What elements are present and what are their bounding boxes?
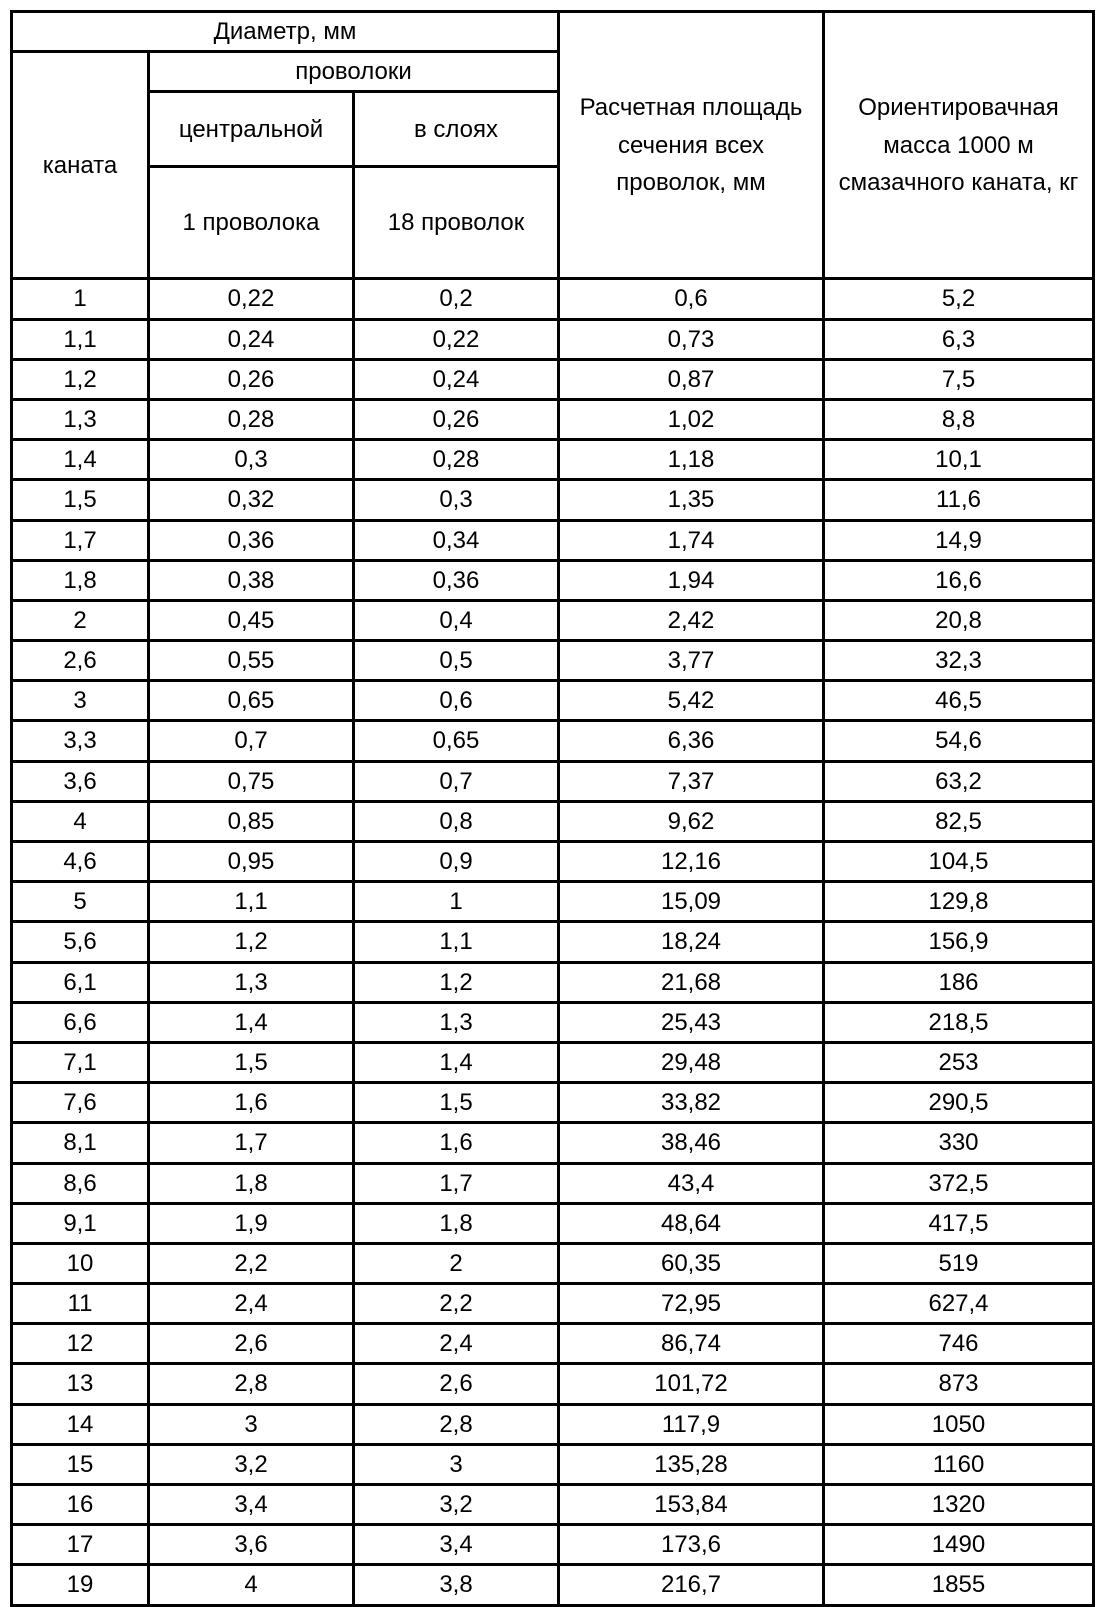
- table-cell: 253: [824, 1042, 1094, 1082]
- table-row: [12, 761, 1094, 801]
- table-body: [12, 279, 1094, 1605]
- table-cell: 1,1: [149, 882, 354, 922]
- table-row: [12, 480, 1094, 520]
- table-cell: 1,7: [12, 520, 149, 560]
- table-cell: 4,6: [12, 842, 149, 882]
- table-cell: 8,1: [12, 1123, 149, 1163]
- table-cell: 746: [824, 1324, 1094, 1364]
- table-cell: 2,4: [149, 1284, 354, 1324]
- table-cell: 1,6: [354, 1123, 559, 1163]
- table-cell: 1,8: [354, 1203, 559, 1243]
- table-cell: 372,5: [824, 1163, 1094, 1203]
- table-cell: 3,8: [354, 1565, 559, 1605]
- table-cell: 7,1: [12, 1042, 149, 1082]
- table-cell: 10: [12, 1243, 149, 1283]
- table-cell: 15,09: [559, 882, 824, 922]
- wire-rope-table: [10, 10, 1095, 1607]
- table-cell: 10,1: [824, 440, 1094, 480]
- table-cell: 2,6: [354, 1364, 559, 1404]
- table-cell: 1: [12, 279, 149, 319]
- table-cell: 1320: [824, 1485, 1094, 1525]
- table-cell: 2,6: [12, 641, 149, 681]
- table-cell: 3: [12, 681, 149, 721]
- table-cell: 0,7: [149, 721, 354, 761]
- table-row: [12, 801, 1094, 841]
- table-cell: 0,6: [354, 681, 559, 721]
- table-cell: 2,4: [354, 1324, 559, 1364]
- table-row: [12, 600, 1094, 640]
- table-cell: 9,62: [559, 801, 824, 841]
- table-row: [12, 1525, 1094, 1565]
- table-cell: 417,5: [824, 1203, 1094, 1243]
- table-cell: 0,55: [149, 641, 354, 681]
- table-cell: 0,45: [149, 600, 354, 640]
- table-cell: 2: [354, 1243, 559, 1283]
- table-row: [12, 1163, 1094, 1203]
- table-row: [12, 1243, 1094, 1283]
- table-cell: 1,5: [149, 1042, 354, 1082]
- table-cell: 20,8: [824, 600, 1094, 640]
- header-diameter-group: Диаметр, мм: [12, 12, 559, 52]
- table-cell: 173,6: [559, 1525, 824, 1565]
- header-approx-mass: Ориентировачная масса 1000 м смазачного каната, кг: [824, 12, 1094, 279]
- header-central-wire: центральной: [149, 92, 354, 167]
- table-cell: 1,3: [149, 962, 354, 1002]
- table-cell: 5,2: [824, 279, 1094, 319]
- table-cell: 16: [12, 1485, 149, 1525]
- table-cell: 0,22: [354, 319, 559, 359]
- table-cell: 72,95: [559, 1284, 824, 1324]
- header-in-layers: в слоях: [354, 92, 559, 167]
- table-cell: 6,6: [12, 1002, 149, 1042]
- table-cell: 0,36: [149, 520, 354, 560]
- table-cell: 1,74: [559, 520, 824, 560]
- table-cell: 8,8: [824, 399, 1094, 439]
- table-row: [12, 1083, 1094, 1123]
- table-cell: 627,4: [824, 1284, 1094, 1324]
- table-cell: 1,3: [12, 399, 149, 439]
- table-cell: 5,6: [12, 922, 149, 962]
- table-cell: 0,2: [354, 279, 559, 319]
- table-cell: 9,1: [12, 1203, 149, 1243]
- table-cell: 2,42: [559, 600, 824, 640]
- table-row: [12, 520, 1094, 560]
- table-cell: 218,5: [824, 1002, 1094, 1042]
- table-cell: 2,2: [354, 1284, 559, 1324]
- table-cell: 1,8: [149, 1163, 354, 1203]
- table-cell: 0,73: [559, 319, 824, 359]
- table-cell: 29,48: [559, 1042, 824, 1082]
- table-cell: 25,43: [559, 1002, 824, 1042]
- table-row: [12, 1404, 1094, 1444]
- table-cell: 1,8: [12, 560, 149, 600]
- table-cell: 129,8: [824, 882, 1094, 922]
- table-cell: 0,36: [354, 560, 559, 600]
- table-cell: 0,7: [354, 761, 559, 801]
- table-row: [12, 1203, 1094, 1243]
- table-row: [12, 1042, 1094, 1082]
- table-cell: 33,82: [559, 1083, 824, 1123]
- table-cell: 86,74: [559, 1324, 824, 1364]
- table-cell: 1160: [824, 1444, 1094, 1484]
- table-cell: 0,24: [149, 319, 354, 359]
- table-cell: 330: [824, 1123, 1094, 1163]
- table-row: [12, 922, 1094, 962]
- table-cell: 0,95: [149, 842, 354, 882]
- table-cell: 3,4: [149, 1485, 354, 1525]
- table-cell: 1050: [824, 1404, 1094, 1444]
- table-cell: 1,6: [149, 1083, 354, 1123]
- table-row: [12, 962, 1094, 1002]
- table-cell: 290,5: [824, 1083, 1094, 1123]
- table-row: [12, 359, 1094, 399]
- table-cell: 54,6: [824, 721, 1094, 761]
- table-row: [12, 1485, 1094, 1525]
- table-cell: 1,18: [559, 440, 824, 480]
- table-cell: 1,3: [354, 1002, 559, 1042]
- table-cell: 46,5: [824, 681, 1094, 721]
- table-row: [12, 319, 1094, 359]
- table-cell: 1490: [824, 1525, 1094, 1565]
- table-cell: 11: [12, 1284, 149, 1324]
- table-cell: 1,4: [12, 440, 149, 480]
- table-row: [12, 399, 1094, 439]
- table-cell: 153,84: [559, 1485, 824, 1525]
- table-cell: 7,37: [559, 761, 824, 801]
- table-cell: 117,9: [559, 1404, 824, 1444]
- table-cell: 1,5: [354, 1083, 559, 1123]
- table-row: [12, 842, 1094, 882]
- table-cell: 15: [12, 1444, 149, 1484]
- header-rope-column: каната: [12, 52, 149, 279]
- table-cell: 1855: [824, 1565, 1094, 1605]
- table-cell: 0,26: [149, 359, 354, 399]
- table-row: [12, 1324, 1094, 1364]
- header-wires-group: проволоки: [149, 52, 559, 92]
- table-cell: 2,8: [354, 1404, 559, 1444]
- table-cell: 14,9: [824, 520, 1094, 560]
- table-cell: 0,75: [149, 761, 354, 801]
- table-cell: 0,85: [149, 801, 354, 841]
- table-cell: 1,5: [12, 480, 149, 520]
- table-row: [12, 279, 1094, 319]
- table-cell: 0,5: [354, 641, 559, 681]
- table-cell: 12: [12, 1324, 149, 1364]
- table-cell: 0,22: [149, 279, 354, 319]
- table-cell: 7,5: [824, 359, 1094, 399]
- table-cell: 186: [824, 962, 1094, 1002]
- table-cell: 2: [12, 600, 149, 640]
- table-cell: 2,2: [149, 1243, 354, 1283]
- table-cell: 60,35: [559, 1243, 824, 1283]
- table-cell: 14: [12, 1404, 149, 1444]
- table-row: [12, 1002, 1094, 1042]
- table-cell: 17: [12, 1525, 149, 1565]
- table-cell: 0,8: [354, 801, 559, 841]
- table-cell: 3: [149, 1404, 354, 1444]
- table-cell: 0,28: [149, 399, 354, 439]
- table-cell: 82,5: [824, 801, 1094, 841]
- table-cell: 5,42: [559, 681, 824, 721]
- table-cell: 6,1: [12, 962, 149, 1002]
- table-cell: 1,4: [354, 1042, 559, 1082]
- table-cell: 873: [824, 1364, 1094, 1404]
- table-cell: 0,87: [559, 359, 824, 399]
- header-eighteen-wires: 18 проволок: [354, 167, 559, 279]
- table-row: [12, 882, 1094, 922]
- table-cell: 6,36: [559, 721, 824, 761]
- table-cell: 1,1: [354, 922, 559, 962]
- table-row: [12, 560, 1094, 600]
- table-cell: 1,2: [149, 922, 354, 962]
- table-cell: 21,68: [559, 962, 824, 1002]
- table-cell: 2,6: [149, 1324, 354, 1364]
- table-cell: 1,9: [149, 1203, 354, 1243]
- table-cell: 38,46: [559, 1123, 824, 1163]
- table-header: [12, 12, 1094, 279]
- table-row: [12, 1284, 1094, 1324]
- table-cell: 4: [149, 1565, 354, 1605]
- table-cell: 101,72: [559, 1364, 824, 1404]
- table-cell: 48,64: [559, 1203, 824, 1243]
- table-cell: 19: [12, 1565, 149, 1605]
- table-cell: 0,32: [149, 480, 354, 520]
- table-cell: 216,7: [559, 1565, 824, 1605]
- table-cell: 135,28: [559, 1444, 824, 1484]
- table-cell: 0,26: [354, 399, 559, 439]
- table-cell: 104,5: [824, 842, 1094, 882]
- table-cell: 1,94: [559, 560, 824, 600]
- table-cell: 0,3: [149, 440, 354, 480]
- table-row: [12, 681, 1094, 721]
- table-cell: 0,4: [354, 600, 559, 640]
- table-cell: 7,6: [12, 1083, 149, 1123]
- table-cell: 3,6: [149, 1525, 354, 1565]
- table-row: [12, 641, 1094, 681]
- header-section-area: Расчетная площадь сечения всех проволок, мм: [559, 12, 824, 279]
- table-cell: 3: [354, 1444, 559, 1484]
- table-row: [12, 440, 1094, 480]
- table-cell: 5: [12, 882, 149, 922]
- table-cell: 0,28: [354, 440, 559, 480]
- table-row: [12, 1565, 1094, 1605]
- header-one-wire: 1 проволока: [149, 167, 354, 279]
- table-cell: 0,65: [149, 681, 354, 721]
- table-cell: 4: [12, 801, 149, 841]
- table-cell: 1,2: [12, 359, 149, 399]
- table-cell: 519: [824, 1243, 1094, 1283]
- table-cell: 8,6: [12, 1163, 149, 1203]
- table-cell: 32,3: [824, 641, 1094, 681]
- table-cell: 0,38: [149, 560, 354, 600]
- table-cell: 1,35: [559, 480, 824, 520]
- table-cell: 3,2: [354, 1485, 559, 1525]
- table-cell: 13: [12, 1364, 149, 1404]
- table-cell: 1,2: [354, 962, 559, 1002]
- table-row: [12, 1364, 1094, 1404]
- table-cell: 3,3: [12, 721, 149, 761]
- table-cell: 11,6: [824, 480, 1094, 520]
- table-cell: 16,6: [824, 560, 1094, 600]
- table-cell: 12,16: [559, 842, 824, 882]
- table-cell: 3,2: [149, 1444, 354, 1484]
- table-cell: 3,77: [559, 641, 824, 681]
- table-cell: 0,6: [559, 279, 824, 319]
- table-cell: 0,3: [354, 480, 559, 520]
- table-row: [12, 1444, 1094, 1484]
- table-cell: 1,1: [12, 319, 149, 359]
- table-cell: 1,4: [149, 1002, 354, 1042]
- table-cell: 3,6: [12, 761, 149, 801]
- table-cell: 0,65: [354, 721, 559, 761]
- table-cell: 18,24: [559, 922, 824, 962]
- table-cell: 0,24: [354, 359, 559, 399]
- table-cell: 1,7: [149, 1123, 354, 1163]
- table-cell: 0,9: [354, 842, 559, 882]
- table-cell: 63,2: [824, 761, 1094, 801]
- table-cell: 1,7: [354, 1163, 559, 1203]
- table-row: [12, 1123, 1094, 1163]
- table-cell: 3,4: [354, 1525, 559, 1565]
- table-cell: 1,02: [559, 399, 824, 439]
- table-cell: 6,3: [824, 319, 1094, 359]
- table-row: [12, 721, 1094, 761]
- table-cell: 2,8: [149, 1364, 354, 1404]
- table-cell: 43,4: [559, 1163, 824, 1203]
- table-cell: 0,34: [354, 520, 559, 560]
- table-cell: 156,9: [824, 922, 1094, 962]
- table-cell: 1: [354, 882, 559, 922]
